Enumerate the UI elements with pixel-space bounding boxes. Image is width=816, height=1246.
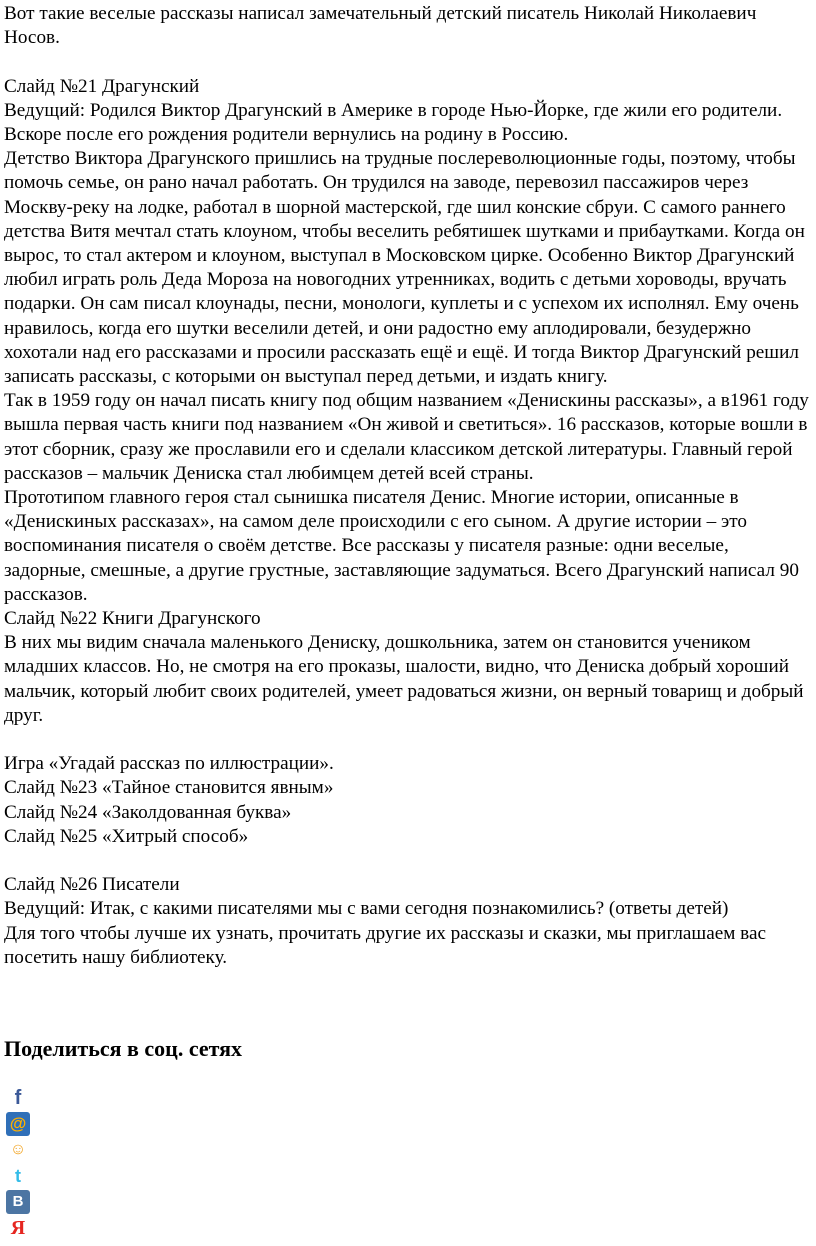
- odnoklassniki-icon-glyph: ☺: [9, 1141, 27, 1158]
- share-heading: Поделиться в соц. сетях: [4, 1036, 243, 1061]
- paragraph: В них мы видим сначала маленького Дениску, дошкольника, затем он становится учеником младших классов. Но, не смотря на его проказы, шалости, видно, что Дениска добрый хороший мальчик, который любит своих родителей, умеет радоваться жизни, он верный товарищ и добрый друг.: [4, 632, 804, 726]
- paragraph-gap: [4, 50, 810, 74]
- odnoklassniki-icon[interactable]: [6, 1138, 30, 1162]
- twitter-icon[interactable]: [6, 1164, 30, 1188]
- paragraph: Вот такие веселые рассказы написал замечательный детский писатель Николай Николаевич Носов.: [4, 3, 757, 49]
- slide-heading: Слайд №22 Книги Драгунского: [4, 608, 261, 630]
- vk-icon[interactable]: [6, 1190, 30, 1214]
- share-icons: [6, 1086, 32, 1242]
- slide-heading: Слайд №23 «Тайное становится явным»: [4, 777, 334, 799]
- paragraph: Детство Виктора Драгунского пришлись на трудные послереволюционные годы, поэтому, чтобы помочь семье, он рано начал работать. Он трудился на заводе, перевозил пассажиров через Москву-реку на лодке, работал в шорной мастерской, где шил конские сбруи. С самого раннего детства Витя мечтал стать клоуном, чтобы веселить ребятишек шутками и прибаутками. Когда он вырос, то стал актером и клоуном, выступал в Московском цирке. Особенно Виктор Драгунский любил играть роль Деда Мороза на новогодних утренниках, водить с детьми хороводы, вручать подарки. Он сам писал клоунады, песни, монологи, куплеты и с успехом их исполнял. Ему очень нравилось, когда его шутки веселили детей, и они радостно ему аплодировали, безудержно хохотали над его рассказами и просили рассказать ещё и ещё. И тогда Виктор Драгунский решил записать рассказы, с которыми он выступал перед детьми, и издать книгу.: [4, 148, 805, 388]
- slide-heading: Слайд №25 «Хитрый способ»: [4, 825, 249, 847]
- yandex-icon-glyph: Я: [10, 1217, 26, 1239]
- paragraph: Ведущий: Итак, с какими писателями мы с вами сегодня познакомились? (ответы детей): [4, 898, 729, 920]
- paragraph-gap: [4, 728, 810, 752]
- paragraph: Для того чтобы лучше их узнать, прочитать другие их рассказы и сказки, мы приглашаем вас посетить нашу библиотеку.: [4, 922, 767, 968]
- paragraph: Прототипом главного героя стал сынишка писателя Денис. Многие истории, описанные в «Денискиных рассказах», на самом деле происходили с его сыном. А другие истории – это воспоминания писателя о своём детстве. Все рассказы у писателя разные: одни веселые, задорные, смешные, а другие грустные, заставляющие задуматься. Всего Драгунский написал 90 рассказов.: [4, 487, 799, 605]
- game-heading: Игра «Угадай рассказ по иллюстрации».: [4, 753, 334, 775]
- slide-heading: Слайд №21 Драгунский: [4, 75, 200, 97]
- article-body: [4, 2, 810, 970]
- mail-icon[interactable]: [6, 1112, 30, 1136]
- paragraph-gap: [4, 849, 810, 873]
- slide-heading: Слайд №26 Писатели: [4, 874, 180, 896]
- yandex-icon[interactable]: [6, 1216, 30, 1240]
- facebook-icon[interactable]: [6, 1086, 30, 1110]
- vk-icon-glyph: B: [12, 1193, 24, 1210]
- mail-icon-glyph: @: [9, 1114, 27, 1133]
- paragraph: Так в 1959 году он начал писать книгу под общим названием «Денискины рассказы», а в1961 году вышла первая часть книги под названием «Он живой и светиться». 16 рассказов, которые вошли в этот сборник, сразу же прославили его и сделали классиком детской литературы. Главный герой рассказов – мальчик Дениска стал любимцем детей всей страны.: [4, 390, 809, 484]
- slide-heading: Слайд №24 «Заколдованная буква»: [4, 801, 292, 823]
- paragraph: Ведущий: Родился Виктор Драгунский в Америке в городе Нью-Йорке, где жили его родители. Вскоре после его рождения родители вернулись на родину в Россию.: [4, 99, 783, 145]
- facebook-icon-glyph: f: [14, 1087, 22, 1109]
- twitter-icon-glyph: t: [15, 1166, 21, 1186]
